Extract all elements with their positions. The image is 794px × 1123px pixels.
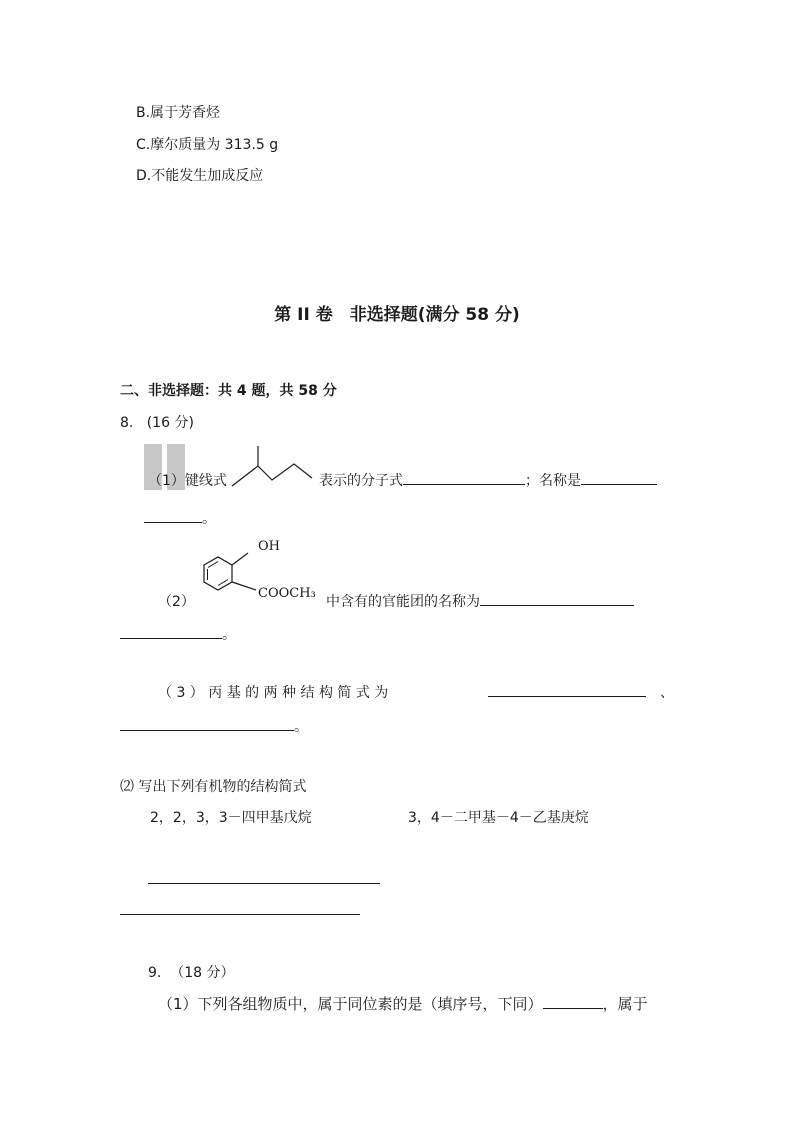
q9-header [148, 962, 235, 982]
answer-blank[interactable] [144, 508, 202, 523]
compound-name-1: 2，2，3，3－四甲基戊烷 [150, 810, 312, 826]
q8-p2-continuation [120, 624, 236, 644]
q8-score: (16 分) [146, 415, 194, 431]
q9-p1-line [158, 993, 648, 1014]
q8-p4-text: ⑵ 写出下列有机物的结构简式 [120, 779, 307, 795]
q8-p2-label: （2） [158, 594, 195, 610]
answer-blank[interactable] [403, 470, 525, 485]
option-b: B.属于芳香烃 [136, 105, 221, 121]
end-mark: 。 [222, 627, 236, 643]
option-c: C.摩尔质量为 313.5 g [136, 137, 279, 153]
answer-line[interactable] [120, 914, 360, 915]
answer-blank[interactable] [581, 470, 657, 485]
q8-p3-continuation [120, 716, 308, 736]
q8-number: 8. [120, 415, 134, 431]
q8-p1-line [319, 470, 657, 490]
q9-score: （18 分） [170, 965, 235, 981]
q8-header [120, 412, 194, 432]
answer-blank[interactable] [480, 591, 634, 606]
q8-p3-answer [488, 682, 646, 701]
q8-p2-line [326, 591, 634, 611]
answer-line[interactable] [148, 883, 380, 884]
answer-blank[interactable] [120, 624, 222, 639]
q8-p1-continuation [144, 508, 216, 528]
q8-p1-label: （1）键线式 [148, 473, 227, 489]
q9-p1-text: （1）下列各组物质中，属于同位素的是（填序号，下同） [158, 995, 543, 1013]
q8-p1-middle: 表示的分子式 [319, 473, 403, 489]
section-heading: 二、非选择题：共 4 题，共 58 分 [120, 383, 337, 399]
answer-blank[interactable] [120, 716, 294, 731]
skeletal-formula-icon [228, 444, 314, 490]
section-title: 第 II 卷 非选择题(满分 58 分) [274, 305, 520, 325]
ester-label: COOCH₃ [258, 586, 316, 601]
q8-p1-sep: ；名称是 [525, 473, 581, 489]
answer-blank[interactable] [543, 994, 603, 1009]
answer-blank[interactable] [488, 682, 646, 697]
q8-p3-text: （ 3 ） 丙 基 的 两 种 结 构 简 式 为 [158, 685, 389, 701]
oh-label: OH [258, 539, 280, 554]
q8-p3-comma: 、 [660, 685, 674, 701]
compound-name-2: 3，4－二甲基－4－乙基庚烷 [408, 810, 589, 826]
methyl-salicylate-structure-icon [196, 534, 326, 606]
end-mark: 。 [202, 511, 216, 527]
q9-p1-tail: ，属于 [602, 995, 648, 1013]
q8-p2-text: 中含有的官能团的名称为 [326, 594, 480, 610]
end-mark: 。 [294, 719, 308, 735]
q9-number: 9. [148, 965, 162, 981]
option-d: D.不能发生加成反应 [136, 168, 264, 184]
